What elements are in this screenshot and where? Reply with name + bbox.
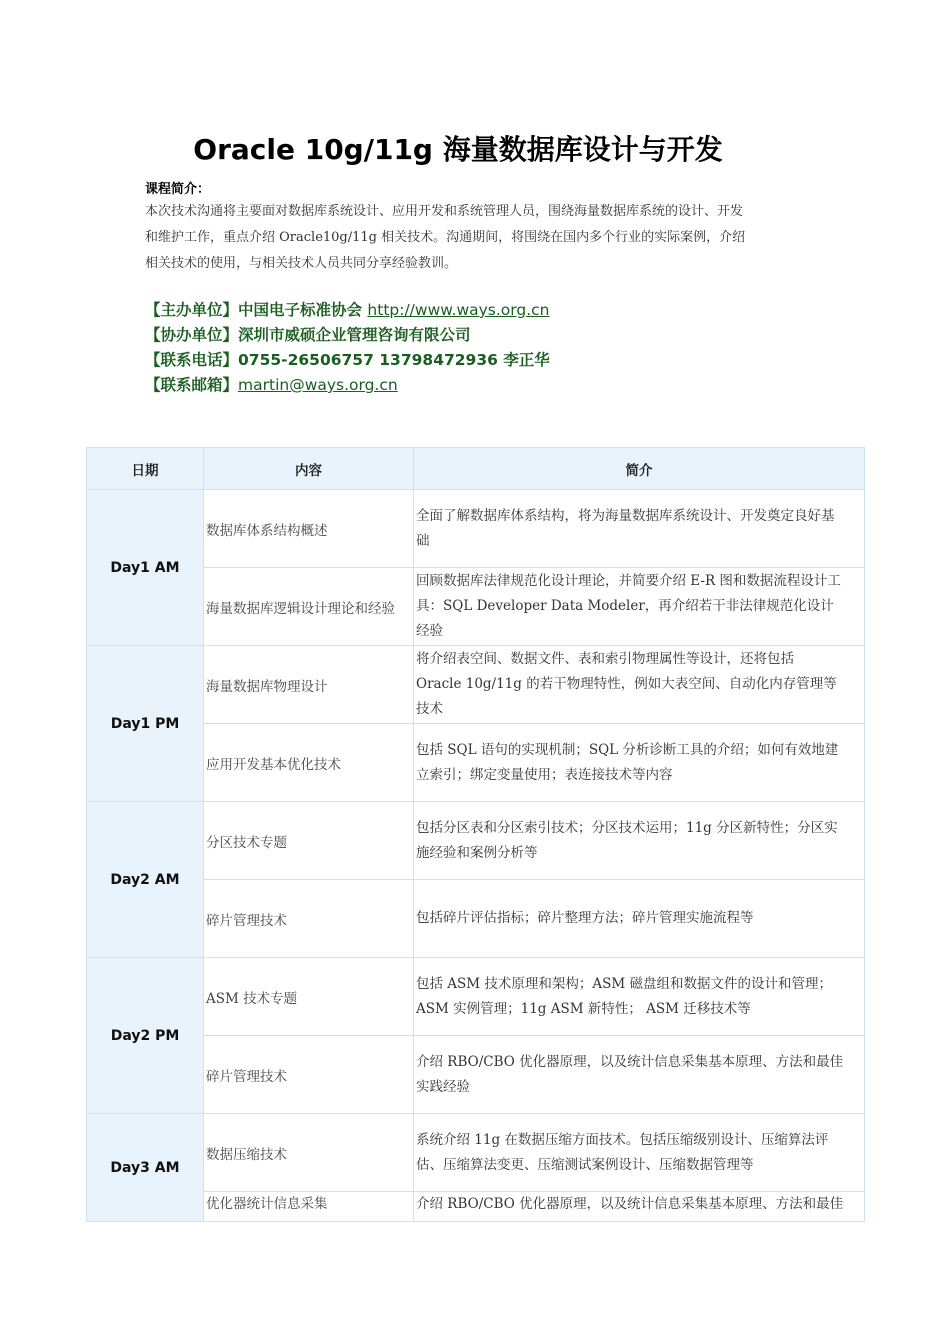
table-row bbox=[87, 802, 865, 880]
summary-line: 包括分区表和分区索引技术；分区技术运用；11g 分区新特性；分区实 bbox=[416, 819, 838, 836]
website-link[interactable]: http://www.ways.org.cn bbox=[367, 301, 550, 319]
summary-line: 估、压缩算法变更、压缩测试案例设计、压缩数据管理等 bbox=[416, 1156, 754, 1173]
summary-line: ASM 实例管理；11g ASM 新特性； ASM 迁移技术等 bbox=[416, 1000, 751, 1017]
intro-line: 相关技术的使用，与相关技术人员共同分享经验教训。 bbox=[145, 256, 458, 271]
contact-block bbox=[145, 298, 550, 398]
summary-cell bbox=[414, 646, 865, 724]
header-content: 内容 bbox=[204, 448, 414, 490]
schedule-table bbox=[86, 447, 865, 1222]
summary-cell bbox=[414, 802, 865, 880]
day-cell: Day2 AM bbox=[87, 802, 204, 958]
contact-co-host bbox=[145, 323, 550, 348]
summary-line: Oracle 10g/11g 的若干物理特性，例如大表空间、自动化内存管理等 bbox=[416, 676, 837, 692]
contact-email bbox=[145, 373, 550, 398]
topic-cell: 碎片管理技术 bbox=[204, 1036, 414, 1114]
topic-cell: ASM 技术专题 bbox=[204, 958, 414, 1036]
table-row bbox=[87, 958, 865, 1036]
topic-cell: 分区技术专题 bbox=[204, 802, 414, 880]
table-row bbox=[87, 1114, 865, 1192]
contact-value: 0755-26506757 13798472936 李正华 bbox=[238, 351, 550, 369]
topic-cell: 碎片管理技术 bbox=[204, 880, 414, 958]
summary-cell bbox=[414, 958, 865, 1036]
contact-host bbox=[145, 298, 550, 323]
contact-value: 中国电子标准协会 bbox=[238, 301, 368, 319]
summary-line: 介绍 RBO/CBO 优化器原理，以及统计信息采集基本原理、方法和最佳 bbox=[416, 1196, 844, 1212]
topic-cell: 应用开发基本优化技术 bbox=[204, 724, 414, 802]
summary-line: 包括 ASM 技术原理和架构；ASM 磁盘组和数据文件的设计和管理； bbox=[416, 975, 833, 992]
summary-line: 具：SQL Developer Data Modeler，再介绍若干非法律规范化设计 bbox=[416, 598, 834, 614]
topic-cell: 数据库体系结构概述 bbox=[204, 490, 414, 568]
topic-cell: 海量数据库逻辑设计理论和经验 bbox=[204, 568, 414, 646]
table-row bbox=[87, 880, 865, 958]
summary-cell bbox=[414, 1114, 865, 1192]
intro-heading: 课程简介： bbox=[145, 182, 211, 197]
summary-line: 经验 bbox=[416, 623, 443, 639]
table-row bbox=[87, 1192, 865, 1222]
topic-cell: 海量数据库物理设计 bbox=[204, 646, 414, 724]
day-cell: Day1 PM bbox=[87, 646, 204, 802]
summary-line: 介绍 RBO/CBO 优化器原理，以及统计信息采集基本原理、方法和最佳 bbox=[416, 1053, 844, 1070]
contact-label: 【联系邮箱】 bbox=[145, 376, 239, 394]
topic-cell: 优化器统计信息采集 bbox=[204, 1192, 414, 1222]
table-row bbox=[87, 568, 865, 646]
summary-line: 实践经验 bbox=[416, 1078, 470, 1095]
summary-cell bbox=[414, 724, 865, 802]
summary-line: 将介绍表空间、数据文件、表和索引物理属性等设计，还将包括 bbox=[416, 651, 794, 667]
summary-cell bbox=[414, 1192, 865, 1222]
intro-text bbox=[145, 199, 810, 277]
table-row bbox=[87, 724, 865, 802]
summary-line: 础 bbox=[416, 532, 430, 549]
contact-value: 深圳市威硕企业管理咨询有限公司 bbox=[238, 326, 471, 344]
header-summary: 简介 bbox=[414, 448, 865, 490]
intro-line: 和维护工作，重点介绍 Oracle10g/11g 相关技术。沟通期间，将围绕在国内多个行业的实际案例，介绍 bbox=[145, 230, 746, 245]
topic-cell: 数据压缩技术 bbox=[204, 1114, 414, 1192]
contact-phone bbox=[145, 348, 550, 373]
day-cell: Day3 AM bbox=[87, 1114, 204, 1222]
table-row bbox=[87, 1036, 865, 1114]
intro-line: 本次技术沟通将主要面对数据库系统设计、应用开发和系统管理人员，围绕海量数据库系统的设计、开发 bbox=[145, 204, 744, 219]
contact-label: 【联系电话】 bbox=[145, 351, 239, 369]
contact-label: 【主办单位】 bbox=[145, 301, 239, 319]
summary-cell bbox=[414, 880, 865, 958]
email-link[interactable]: martin@ways.org.cn bbox=[238, 376, 398, 394]
summary-cell bbox=[414, 490, 865, 568]
summary-line: 施经验和案例分析等 bbox=[416, 844, 538, 861]
table-row bbox=[87, 490, 865, 568]
day-cell: Day1 AM bbox=[87, 490, 204, 646]
document-title: Oracle 10g/11g 海量数据库设计与开发 bbox=[193, 133, 723, 166]
day-cell: Day2 PM bbox=[87, 958, 204, 1114]
summary-line: 回顾数据库法律规范化设计理论，并简要介绍 E-R 图和数据流程设计工 bbox=[416, 573, 841, 589]
summary-cell bbox=[414, 568, 865, 646]
contact-label: 【协办单位】 bbox=[145, 326, 239, 344]
summary-line: 立索引；绑定变量使用；表连接技术等内容 bbox=[416, 766, 673, 783]
summary-line: 包括 SQL 语句的实现机制；SQL 分析诊断工具的介绍；如何有效地建 bbox=[416, 741, 839, 758]
summary-line: 全面了解数据库体系结构，将为海量数据库系统设计、开发奠定良好基 bbox=[416, 507, 835, 524]
summary-line: 包括碎片评估指标；碎片整理方法；碎片管理实施流程等 bbox=[416, 910, 754, 926]
summary-line: 系统介绍 11g 在数据压缩方面技术。包括压缩级别设计、压缩算法评 bbox=[416, 1131, 829, 1148]
table-row bbox=[87, 646, 865, 724]
summary-line: 技术 bbox=[416, 701, 443, 717]
header-date: 日期 bbox=[87, 448, 204, 490]
summary-cell bbox=[414, 1036, 865, 1114]
